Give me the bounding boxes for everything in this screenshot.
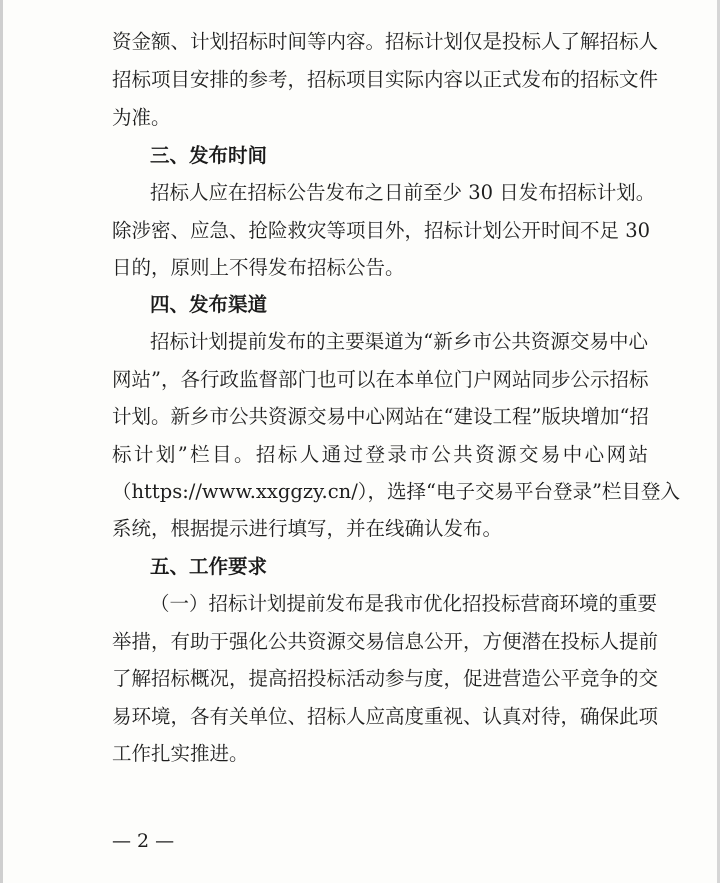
paragraph-line: 日的，原则上不得发布招标公告。: [112, 256, 405, 279]
paragraph-line-with-url: （https://www.xxggzy.cn/），选择“电子交易平台登录”栏目登入: [112, 480, 680, 503]
paragraph-line: 除涉密、应急、抢险救灾等项目外，招标计划公开时间不足 30: [112, 219, 651, 242]
paragraph-line: 举措，有助于强化公共资源交易信息公开，方便潜在投标人提前: [112, 630, 659, 653]
paragraph-line: 资金额、计划招标时间等内容。招标计划仅是投标人了解招标人: [112, 30, 659, 53]
paragraph-line: 招标计划提前发布的主要渠道为“新乡市公共资源交易中心: [150, 330, 648, 353]
section-heading-work-requirements: 五、工作要求: [150, 555, 268, 578]
section-heading-publish-time: 三、发布时间: [150, 144, 268, 167]
paragraph-line: 系统，根据提示进行填写，并在线确认发布。: [112, 517, 503, 540]
paragraph-line: 了解招标概况，提高招投标活动参与度，促进营造公平竞争的交: [112, 667, 659, 690]
page-number: — 2 —: [112, 830, 175, 852]
paragraph-line: 工作扎实推进。: [112, 742, 249, 765]
paragraph-line: 标计划”栏目。招标人通过登录市公共资源交易中心网站: [112, 443, 648, 466]
paragraph-line: 计划。新乡市公共资源交易中心网站在“建设工程”版块增加“招: [112, 405, 649, 428]
paragraph-line: 网站”，各行政监督部门也可以在本单位门户网站同步公示招标: [112, 368, 649, 391]
section-heading-publish-channel: 四、发布渠道: [150, 293, 268, 316]
paragraph-line: 为准。: [112, 106, 171, 129]
paragraph-line: （一）招标计划提前发布是我市优化招投标营商环境的重要: [150, 592, 658, 615]
paragraph-line: 易环境，各有关单位、招标人应高度重视、认真对待，确保此项: [112, 705, 659, 728]
paragraph-line: 招标项目安排的参考，招标项目实际内容以正式发布的招标文件: [112, 68, 659, 91]
paragraph-line: 招标人应在招标公告发布之日前至少 30 日发布招标计划。: [150, 181, 656, 204]
